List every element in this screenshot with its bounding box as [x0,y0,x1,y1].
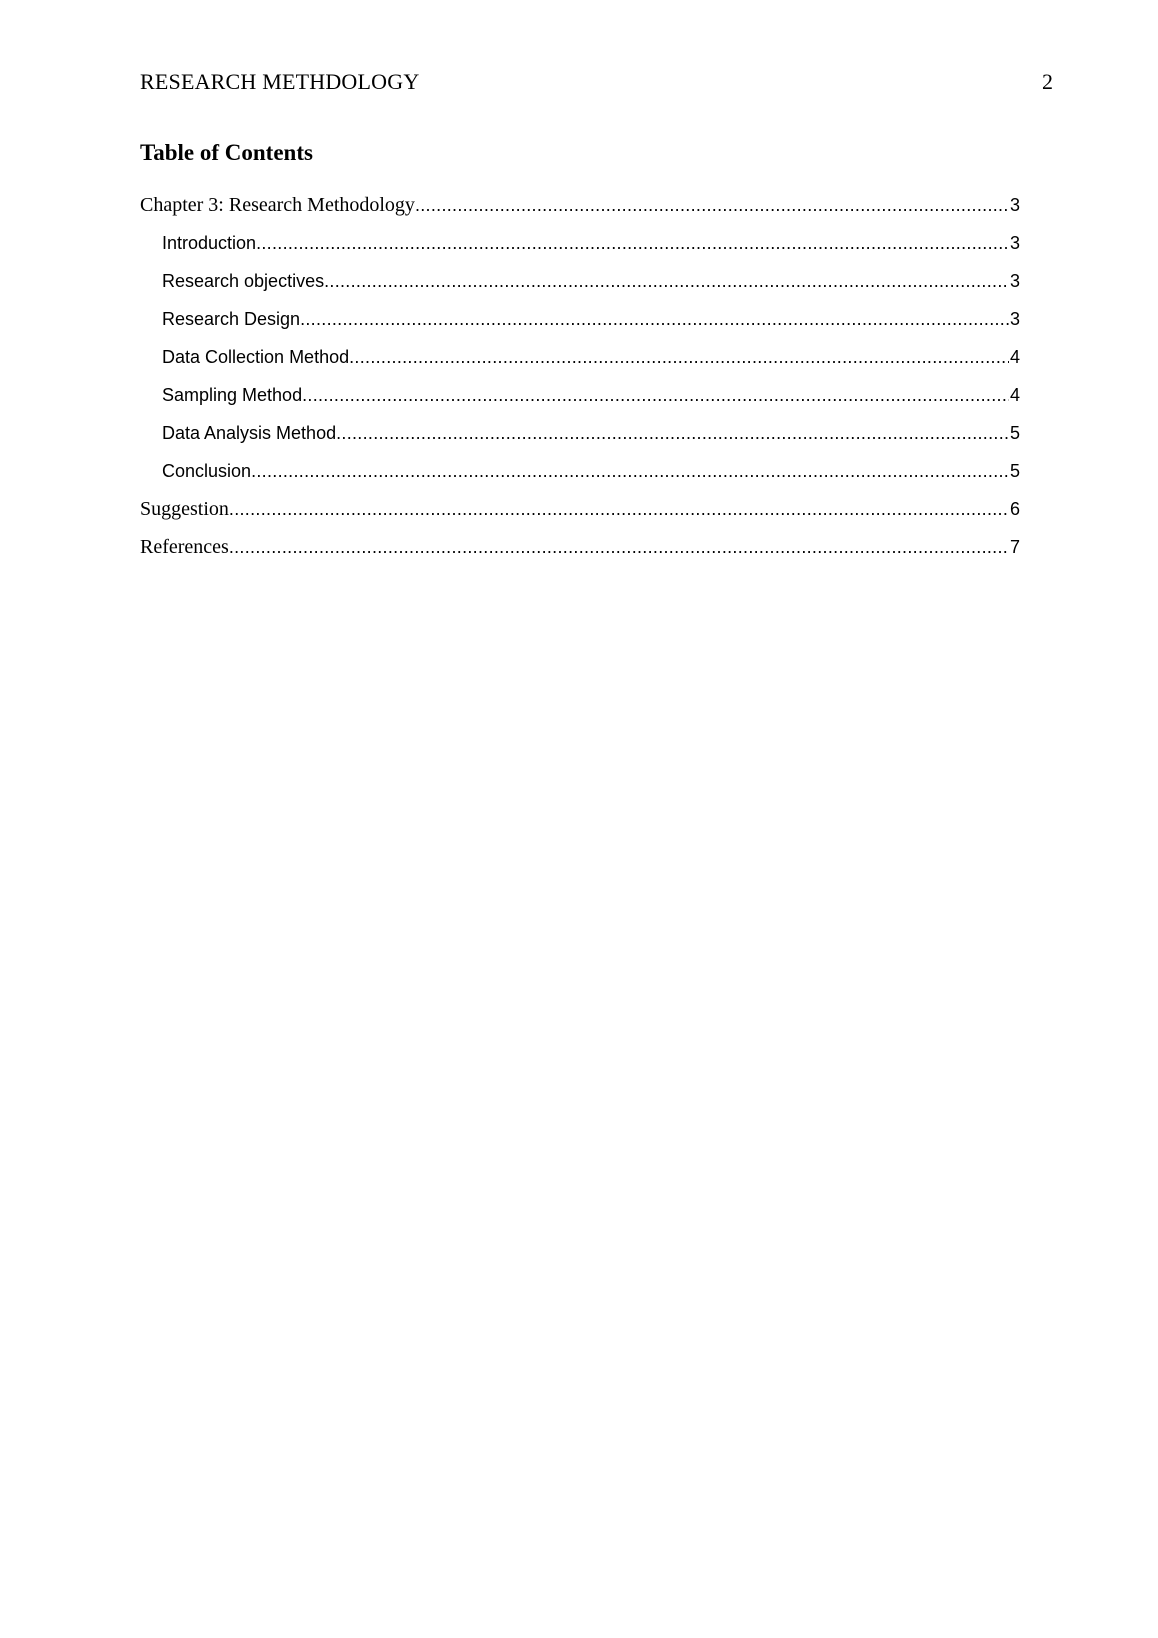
running-head: RESEARCH METHDOLOGY [140,69,420,94]
dot-leader [300,306,1009,332]
toc-title: Table of Contents [140,140,313,165]
dot-leader [229,534,1009,560]
toc-entry-label: Chapter 3: Research Methodology [140,194,415,216]
toc-entry-page: 5 [1009,461,1020,481]
table-of-contents [140,192,1020,572]
toc-entry-references[interactable] [140,534,1020,572]
toc-entry-data-collection-method[interactable] [140,344,1020,382]
dot-leader [349,344,1009,370]
toc-entry-page: 4 [1009,385,1020,405]
toc-entry-label: Data Collection Method [162,347,350,367]
toc-entry-introduction[interactable] [140,230,1020,268]
dot-leader [251,458,1009,484]
toc-entry-label: Introduction [162,233,257,253]
toc-entry-research-design[interactable] [140,306,1020,344]
toc-entry-conclusion[interactable] [140,458,1020,496]
toc-entry-label: Conclusion [162,461,252,481]
toc-entry-label: Research Design [162,309,301,329]
dot-leader [324,268,1009,294]
dot-leader [336,420,1009,446]
toc-entry-sampling-method[interactable] [140,382,1020,420]
dot-leader [256,230,1009,256]
toc-entry-chapter-3[interactable] [140,192,1020,230]
toc-entry-page: 5 [1009,423,1020,443]
toc-entry-page: 3 [1009,233,1020,253]
dot-leader [302,382,1009,408]
toc-entry-data-analysis-method[interactable] [140,420,1020,458]
toc-entry-label: References [140,536,229,558]
toc-entry-suggestion[interactable] [140,496,1020,534]
toc-entry-label: Research objectives [162,271,325,291]
toc-entry-page: 4 [1009,347,1020,367]
toc-entry-research-objectives[interactable] [140,268,1020,306]
toc-entry-page: 3 [1009,195,1020,215]
toc-entry-label: Sampling Method [162,385,303,405]
toc-entry-page: 3 [1009,309,1020,329]
page-number: 2 [1042,69,1053,94]
dot-leader [229,496,1009,522]
toc-entry-page: 6 [1009,499,1020,519]
toc-entry-page: 3 [1009,271,1020,291]
toc-entry-page: 7 [1009,537,1020,557]
toc-entry-label: Suggestion [140,498,229,520]
toc-entry-label: Data Analysis Method [162,423,337,443]
dot-leader [415,192,1009,218]
